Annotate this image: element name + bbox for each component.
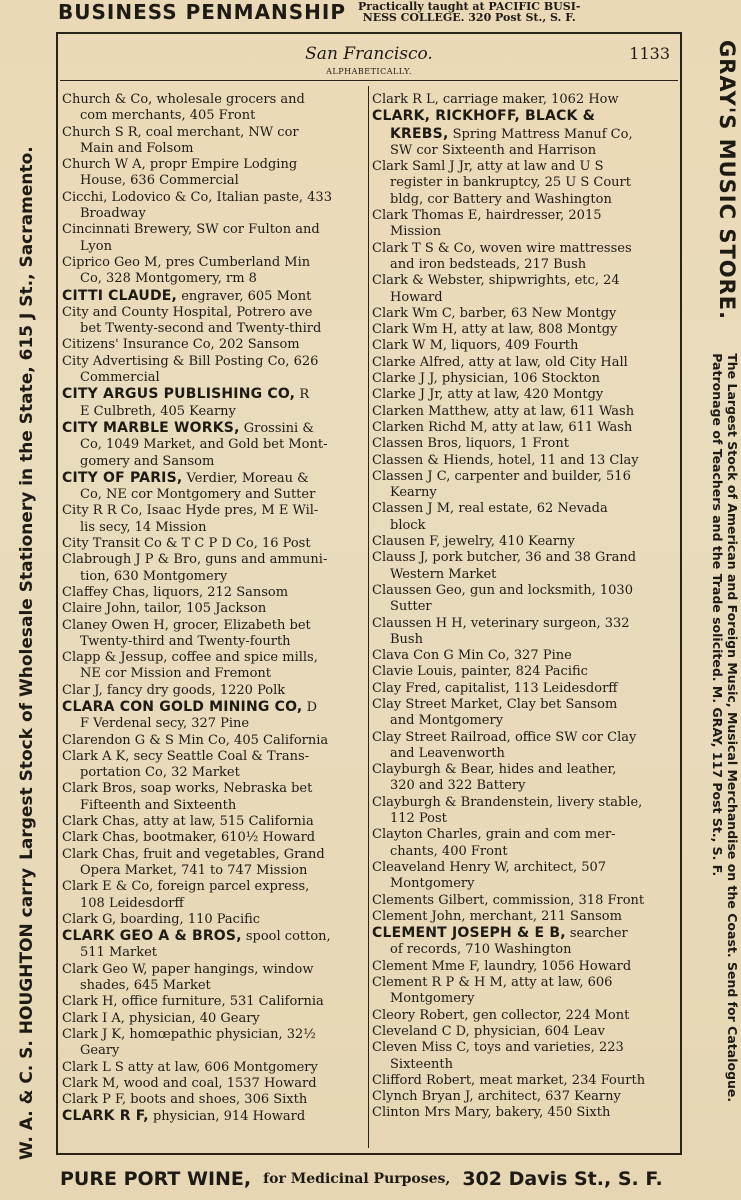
directory-entry [62,1108,365,1125]
entry-line: Clarken Richd M, atty at law, 611 Wash [372,419,633,435]
directory-entry [62,92,365,125]
directory-entry [372,975,675,1008]
entry-line: Clement John, merchant, 211 Sansom [372,908,622,924]
entry-continuation: Lyon [80,238,112,254]
right-margin-advertisement [692,40,740,1120]
directory-entry [62,157,365,190]
header-rule [60,80,678,81]
entry-continuation: tion, 630 Montgomery [80,568,228,584]
entry-line: Clark Thomas E, hairdresser, 2015 [372,208,602,224]
entry-line: Clarke Alfred, atty at law, old City Hall [372,354,628,370]
entry-continuation: Co, 328 Montgomery, rm 8 [80,271,257,287]
entry-continuation: chants, 400 Front [390,843,508,859]
entry-line: CITY MARBLE WORKS, Grossini & [62,419,314,436]
directory-entry [372,730,675,763]
directory-entry [372,697,675,730]
entry-line: Clarke J J, physician, 106 Stockton [372,371,601,387]
entry-line: Clark G, boarding, 110 Pacific [62,911,261,927]
entry-line: Clark Chas, fruit and vegetables, Grand [62,846,325,862]
directory-entry [62,503,365,536]
entry-line: Cleory Robert, gen collector, 224 Mont [372,1007,630,1023]
directory-entry [372,1089,675,1105]
directory-entry [62,1027,365,1060]
entry-line: CITY ARGUS PUBLISHING CO, R [62,386,310,403]
entry-line: Clark L S atty at law, 606 Montgomery [62,1059,318,1075]
directory-entry [62,962,365,995]
directory-entry [372,108,675,159]
entry-line: Claussen H H, veterinary surgeon, 332 [372,615,630,631]
directory-entry [62,288,365,305]
entry-line: Clark J K, homœpathic physician, 32½ [62,1026,316,1042]
directory-entry [372,436,675,452]
bottom-ad-part2: for Medicinal Purposes, [263,1171,451,1187]
directory-entry [62,847,365,880]
column-divider [368,86,369,1148]
page-subtitle: ALPHABETICALLY. [326,67,412,76]
directory-entry [372,1040,675,1073]
entry-line: Classen J M, real estate, 62 Nevada [372,501,608,517]
directory-entry [372,1024,675,1040]
directory-entry [62,928,365,962]
page-header [60,40,678,80]
entry-line: Citizens' Insurance Co, 202 Sansom [62,337,300,353]
directory-entry [372,909,675,925]
directory-entry [372,92,675,108]
entry-continuation: Twenty-third and Twenty-fourth [80,633,291,649]
entry-continuation: Sixteenth [390,1056,453,1072]
entry-continuation: bet Twenty-second and Twenty-third [80,321,322,337]
entry-continuation: SW cor Sixteenth and Harrison [390,142,597,158]
entry-line: Claney Owen H, grocer, Elizabeth bet [62,617,311,633]
directory-entry [372,273,675,306]
directory-entry [62,601,365,617]
directory-entry [372,208,675,241]
entry-line: Cleaveland Henry W, architect, 507 [372,859,607,875]
directory-entry [62,552,365,585]
directory-entry [62,830,365,846]
directory-entry [62,912,365,928]
entry-continuation: Broadway [80,206,146,222]
entry-line: Classen J C, carpenter and builder, 516 [372,468,631,484]
entry-continuation: and Montgomery [390,713,504,729]
entry-continuation: Commercial [80,370,160,386]
directory-entry [62,470,365,504]
entry-line: Clynch Bryan J, architect, 637 Kearny [372,1089,621,1105]
entry-line: CITY OF PARIS, Verdier, Moreau & [62,469,309,486]
left-margin-advertisement [3,60,51,1160]
directory-entry [372,355,675,371]
entry-continuation: F Verdenal secy, 327 Pine [80,716,250,732]
entry-line: Clark Chas, atty at law, 515 California [62,814,314,830]
directory-entry [62,1011,365,1027]
directory-entry [372,664,675,680]
entry-line: Clark & Webster, shipwrights, etc, 24 [372,273,620,289]
directory-entry [372,469,675,502]
entry-line: CITTI CLAUDE, engraver, 605 Mont [62,287,312,304]
right-ad-promo: The Largest Stock of American and Foreign Music, Musical Merchandise on the Coast. Send for Catalogue. Patronage of Teachers and the Trade solicited. M. GRAY, 117 Post St., S. F. [710,353,740,1103]
entry-line: Clark A K, secy Seattle Coal & Trans- [62,748,310,764]
directory-entry [372,893,675,909]
entry-line: Clar J, fancy dry goods, 1220 Polk [62,682,286,698]
entry-line: Clark H, office furniture, 531 California [62,994,324,1010]
entry-line: Clarken Matthew, atty at law, 611 Wash [372,403,635,419]
entry-line: Church S R, coal merchant, NW cor [62,124,299,140]
entry-continuation: portation Co, 32 Market [80,765,240,781]
directory-entry [62,994,365,1010]
entry-line: Church & Co, wholesale grocers and [62,92,305,107]
directory-entry [62,337,365,353]
entry-continuation: gomery and Sansom [80,453,215,469]
directory-entry [372,583,675,616]
top-ad-detail [358,1,580,23]
entry-line: Clark P F, boots and shoes, 306 Sixth [62,1092,308,1108]
entry-line: CLARK R F, physician, 914 Howard [62,1108,306,1125]
entry-line: Clark M, wood and coal, 1537 Howard [62,1075,317,1091]
directory-entry [62,386,365,420]
entry-continuation: Montgomery [390,991,475,1007]
entry-continuation: NE cor Mission and Fremont [80,666,272,682]
entry-line: Clark W M, liquors, 409 Fourth [372,338,579,354]
entry-continuation: KREBS, Spring Mattress Manuf Co, [390,125,633,142]
directory-entry [372,925,675,959]
entry-continuation: Opera Market, 741 to 747 Mission [80,862,308,878]
entry-line: Classen Bros, liquors, 1 Front [372,436,569,452]
directory-entry [372,501,675,534]
entry-line: Clay Fred, capitalist, 113 Leidesdorff [372,680,618,696]
directory-entry [62,618,365,651]
directory-entry [372,1105,675,1121]
directory-entry [372,534,675,550]
entry-continuation: Geary [80,1043,120,1059]
entry-continuation: lis secy, 14 Mission [80,519,207,535]
directory-entry [62,733,365,749]
directory-entry [62,699,365,733]
directory-entry [62,585,365,601]
entry-line: Clay Street Market, Clay bet Sansom [372,696,618,712]
entry-line: Cleveland C D, physician, 604 Leav [372,1023,605,1039]
entry-line: Clarendon G & S Min Co, 405 California [62,732,329,748]
bottom-ad-part3: 302 Davis St., S. F. [462,1168,663,1190]
entry-line: Clark Wm H, atty at law, 808 Montgy [372,322,618,338]
entry-line: Church W A, propr Empire Lodging [62,157,298,173]
directory-entry [62,125,365,158]
entry-line: CLEMENT JOSEPH & E B, searcher [372,925,628,942]
entry-line: CLARK, RICKHOFF, BLACK & [372,108,596,125]
directory-entry [62,683,365,699]
entry-line: CLARK GEO A & BROS, spool cotton, [62,928,331,945]
directory-entry [62,749,365,782]
entry-line: Clark I A, physician, 40 Geary [62,1010,260,1026]
left-column [62,92,365,1126]
directory-entry [62,1060,365,1076]
entry-line: Clifford Robert, meat market, 234 Fourth [372,1072,646,1088]
directory-entry [372,159,675,208]
entry-continuation: E Culbreth, 405 Kearny [80,403,236,419]
directory-entry [372,648,675,664]
entry-continuation: register in bankruptcy, 25 U S Court [390,175,631,191]
page-title: San Francisco. [305,44,433,64]
entry-continuation: House, 636 Commercial [80,173,239,189]
entry-line: Clauss J, pork butcher, 36 and 38 Grand [372,550,637,566]
entry-line: Clark Wm C, barber, 63 New Montgy [372,305,617,321]
entry-line: Clausen F, jewelry, 410 Kearny [372,534,575,550]
directory-entry [62,650,365,683]
directory-entry [372,306,675,322]
entry-continuation: Howard [390,289,443,305]
directory-entry [62,305,365,338]
entry-line: Clayton Charles, grain and com mer- [372,827,616,843]
entry-continuation: shades, 645 Market [80,978,211,994]
entry-continuation: block [390,517,426,533]
entry-line: Clapp & Jessup, coffee and spice mills, [62,650,318,666]
directory-entry [372,681,675,697]
entry-line: Claire John, tailor, 105 Jackson [62,601,267,617]
entry-line: Cicchi, Lodovico & Co, Italian paste, 433 [62,189,332,205]
directory-entry [372,387,675,403]
entry-line: Clements Gilbert, commission, 318 Front [372,892,645,908]
entry-line: Clay Street Railroad, office SW cor Clay [372,729,637,745]
top-ad-detail-line2: NESS COLLEGE. 320 Post St., S. F. [362,11,576,24]
directory-entry [372,795,675,828]
entry-line: City Transit Co & T C P D Co, 16 Post [62,536,311,552]
entry-line: Claussen Geo, gun and locksmith, 1030 [372,582,633,598]
directory-entry [62,814,365,830]
entry-line: Clavie Louis, painter, 824 Pacific [372,664,588,680]
directory-entry [372,453,675,469]
entry-continuation: bldg, cor Battery and Washington [390,191,612,207]
entry-line: Clava Con G Min Co, 327 Pine [372,648,572,664]
entry-line: Clark Bros, soap works, Nebraska bet [62,781,313,797]
directory-entry [372,404,675,420]
entry-line: Clayburgh & Bear, hides and leather, [372,762,617,778]
entry-line: Clayburgh & Brandenstein, livery stable, [372,794,643,810]
directory-entry [372,550,675,583]
entry-line: Clarke J Jr, atty at law, 420 Montgy [372,387,604,403]
directory-entry [62,781,365,814]
directory-entry [62,255,365,288]
directory-entry [372,338,675,354]
entry-continuation: Kearny [390,485,437,501]
directory-entry [372,860,675,893]
entry-continuation: 320 and 322 Battery [390,778,526,794]
left-ad-text1: W. A. & C. S. HOUGHTON carry [17,867,37,1160]
entry-line: Clark Geo W, paper hangings, window [62,961,314,977]
entry-line: Clark T S & Co, woven wire mattresses [372,240,632,256]
directory-entry [62,536,365,552]
directory-entry [372,241,675,274]
directory-entry [62,879,365,912]
bottom-advertisement [60,1164,680,1194]
entry-continuation: and Leavenworth [390,745,505,761]
entry-continuation: Montgomery [390,876,475,892]
entry-line: City R R Co, Isaac Hyde pres, M E Wil- [62,503,319,519]
entry-continuation: 108 Leidesdorff [80,895,184,911]
directory-entry [372,827,675,860]
directory-entry [372,322,675,338]
entry-continuation: Co, NE cor Montgomery and Sutter [80,487,316,503]
directory-entry [62,1092,365,1108]
directory-entry [372,1073,675,1089]
entry-line: Cleven Miss C, toys and varieties, 223 [372,1040,624,1056]
entry-continuation: 112 Post [390,811,447,827]
entry-line: Clark E & Co, foreign parcel express, [62,879,310,895]
directory-entry [62,1076,365,1092]
entry-continuation: Western Market [390,566,497,582]
entry-continuation: Mission [390,224,442,240]
entry-continuation: Sutter [390,599,432,615]
bottom-ad-part1: PURE PORT WINE, [60,1168,252,1190]
entry-continuation: Bush [390,631,423,647]
directory-entry [372,616,675,649]
directory-entry [62,354,365,387]
entry-continuation: and iron bedsteads, 217 Bush [390,256,587,272]
entry-line: Cincinnati Brewery, SW cor Fulton and [62,222,320,238]
entry-continuation: Fifteenth and Sixteenth [80,797,237,813]
entry-line: Claffey Chas, liquors, 212 Sansom [62,584,289,600]
entry-line: Classen & Hiends, hotel, 11 and 13 Clay [372,452,639,468]
entry-line: Clark R L, carriage maker, 1062 How [372,92,619,107]
entry-line: Clement Mme F, laundry, 1056 Howard [372,958,632,974]
entry-line: Clement R P & H M, atty at law, 606 [372,975,613,991]
directory-entry [62,222,365,255]
entry-line: Ciprico Geo M, pres Cumberland Min [62,254,311,270]
entry-continuation: Co, 1049 Market, and Gold bet Mont- [80,437,328,453]
directory-entry [372,420,675,436]
entry-continuation: com merchants, 405 Front [80,108,256,124]
directory-entry [372,959,675,975]
entry-line: Clinton Mrs Mary, bakery, 450 Sixth [372,1105,611,1121]
page-number: 1133 [629,44,670,63]
directory-entry [62,420,365,470]
right-ad-store: GRAY'S MUSIC STORE. [715,40,740,321]
entry-continuation: of records, 710 Washington [390,942,572,958]
top-ad-detail-line1: Practically taught at PACIFIC BUSI- [358,0,581,13]
entry-line: CLARA CON GOLD MINING CO, D [62,698,317,715]
directory-entry [372,371,675,387]
entry-continuation: 511 Market [80,945,158,961]
entry-line: City and County Hospital, Potrero ave [62,304,313,320]
entry-line: Clark Saml J Jr, atty at law and U S [372,159,604,175]
top-ad-headline: BUSINESS PENMANSHIP [58,0,347,24]
left-ad-text2: Largest Stock of Wholesale Stationery in the State, 615 J St., Sacramento. [17,146,37,860]
entry-continuation: Main and Folsom [80,140,194,156]
entry-line: Clabrough J P & Bro, guns and ammuni- [62,552,328,568]
entry-line: City Advertising & Bill Posting Co, 626 [62,353,319,369]
entry-line: Clark Chas, bootmaker, 610½ Howard [62,830,316,846]
directory-entry [372,762,675,795]
directory-entry [62,190,365,223]
top-advertisement [58,0,678,24]
directory-entry [372,1008,675,1024]
right-column [372,92,675,1122]
